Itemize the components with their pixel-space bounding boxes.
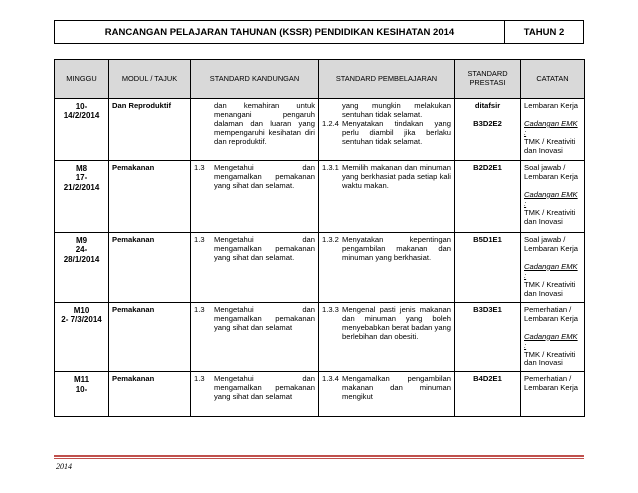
week-line: M9 bbox=[75, 236, 88, 245]
notes-cell bbox=[521, 372, 585, 417]
learning-standard-number: 1.2.4 bbox=[322, 118, 339, 128]
notes-cell bbox=[521, 99, 585, 161]
emk-text: TMK / Kreativiti dan Inovasi bbox=[524, 136, 576, 155]
column-header: STANDARD PEMBELAJARAN bbox=[319, 60, 455, 99]
lesson-plan-table bbox=[54, 59, 585, 417]
content-standard-number: 1.3 bbox=[194, 304, 205, 314]
table-body bbox=[55, 99, 585, 417]
emk-text: TMK / Kreativiti dan Inovasi bbox=[524, 207, 576, 226]
module-cell: Pemakanan bbox=[109, 302, 191, 372]
table-header-row bbox=[55, 60, 585, 99]
learning-standard bbox=[322, 102, 451, 120]
learning-standard-number: 1.3.4 bbox=[322, 374, 339, 384]
week-cell bbox=[55, 161, 109, 233]
module-cell: Pemakanan bbox=[109, 161, 191, 233]
learning-standard-cell bbox=[319, 233, 455, 303]
learning-standard-number bbox=[322, 102, 342, 120]
learning-standard-text: Menyatakan kepentingan pengambilan makanan dan minuman yang berkhasiat. bbox=[342, 235, 451, 262]
content-standard-cell bbox=[191, 372, 319, 417]
week-line: 17- bbox=[75, 173, 88, 183]
table-row bbox=[55, 372, 585, 417]
notes-activity: Soal jawab / Lembaran Kerja bbox=[524, 163, 579, 181]
column-header: STANDARD KANDUNGAN bbox=[191, 60, 319, 99]
content-standard bbox=[194, 102, 315, 147]
content-standard bbox=[194, 375, 315, 402]
content-standard-cell bbox=[191, 233, 319, 303]
emk-label: Cadangan EMK : bbox=[524, 331, 578, 350]
emk-text: TMK / Kreativiti dan Inovasi bbox=[524, 279, 576, 298]
emk-label: Cadangan EMK : bbox=[524, 261, 578, 280]
week-line: 10- bbox=[75, 384, 88, 394]
table-row bbox=[55, 302, 585, 372]
learning-standard-number: 1.3.3 bbox=[322, 304, 339, 314]
week-line: 24- bbox=[75, 245, 88, 255]
footer-rule bbox=[54, 455, 584, 457]
week-line: 2- 7/3/2014 bbox=[61, 315, 102, 325]
learning-standard bbox=[322, 306, 451, 342]
performance-standard-cell bbox=[455, 99, 521, 161]
notes-cell bbox=[521, 233, 585, 303]
notes-activity: Soal jawab / Lembaran Kerja bbox=[524, 235, 579, 253]
performance-standard-cell bbox=[455, 233, 521, 303]
content-standard-text: Mengetahui dan mengamalkan pemakanan yang sihat dan selamat. bbox=[214, 163, 315, 190]
performance-code: B3D3E1 bbox=[473, 304, 502, 314]
content-standard-number bbox=[194, 102, 214, 147]
module-cell: Pemakanan bbox=[109, 372, 191, 417]
table-row bbox=[55, 161, 585, 233]
notes-cell bbox=[521, 302, 585, 372]
footer-year: 2014 bbox=[56, 462, 72, 471]
week-line: 28/1/2014 bbox=[63, 254, 100, 264]
learning-standard-number: 1.3.1 bbox=[322, 163, 339, 172]
week-line: M11 bbox=[73, 375, 90, 385]
content-standard-number: 1.3 bbox=[194, 374, 205, 384]
learning-standard-text: Mengamalkan pengambilan makanan dan minuman mengikut bbox=[342, 374, 451, 402]
content-standard-text: Mengetahui dan mengamalkan pemakanan yang sihat dan selamat bbox=[214, 374, 315, 402]
week-cell bbox=[55, 233, 109, 303]
performance-code: B4D2E1 bbox=[473, 374, 502, 384]
week-line: 21/2/2014 bbox=[63, 182, 100, 192]
week-line: 14/2/2014 bbox=[63, 111, 100, 121]
notes-activity: Pemerhatian / Lembaran Kerja bbox=[524, 374, 579, 393]
content-standard-number: 1.3 bbox=[194, 163, 205, 172]
emk-label: Cadangan EMK : bbox=[524, 118, 578, 137]
week-line: 10- bbox=[75, 102, 88, 111]
week-cell bbox=[55, 302, 109, 372]
learning-standard-text: Mengenal pasti jenis makanan dan minuman yang boleh menyebabkan berat badan yang berlebihan dan obesiti. bbox=[342, 304, 451, 341]
learning-standard-text: Memilih makanan dan minuman yang berkhasiat pada setiap kali waktu makan. bbox=[342, 163, 451, 190]
performance-standard-cell bbox=[455, 372, 521, 417]
table-row bbox=[55, 233, 585, 303]
notes-cell bbox=[521, 161, 585, 233]
learning-standard-cell bbox=[319, 161, 455, 233]
learning-standard bbox=[322, 375, 451, 402]
learning-standard-cell bbox=[319, 302, 455, 372]
emk-label: Cadangan EMK : bbox=[524, 189, 578, 208]
learning-standard-number: 1.3.2 bbox=[322, 235, 339, 244]
performance-code: B3D2E2 bbox=[473, 118, 502, 128]
column-header: MINGGU bbox=[55, 60, 109, 99]
year-label: TAHUN 2 bbox=[523, 26, 565, 38]
header-box bbox=[54, 20, 584, 44]
performance-code: ditafsir bbox=[474, 101, 501, 110]
learning-standard bbox=[322, 236, 451, 263]
performance-standard-cell bbox=[455, 161, 521, 233]
footer-rule-thin bbox=[54, 458, 584, 459]
performance-standard-cell bbox=[455, 302, 521, 372]
content-standard bbox=[194, 236, 315, 263]
performance-code: B2D2E1 bbox=[473, 163, 502, 172]
emk-text: TMK / Kreativiti dan Inovasi bbox=[524, 349, 576, 368]
page-title: RANCANGAN PELAJARAN TAHUNAN (KSSR) PENDIDIKAN KESIHATAN 2014 bbox=[55, 21, 505, 43]
performance-code: B5D1E1 bbox=[473, 235, 502, 244]
learning-standard-cell bbox=[319, 99, 455, 161]
column-header: STANDARD PRESTASI bbox=[455, 60, 521, 99]
content-standard-cell bbox=[191, 99, 319, 161]
notes-activity: Pemerhatian / Lembaran Kerja bbox=[524, 304, 579, 323]
content-standard bbox=[194, 164, 315, 191]
module-cell: Pemakanan bbox=[109, 233, 191, 303]
column-header: CATATAN bbox=[521, 60, 585, 99]
week-line: M8 bbox=[75, 164, 88, 173]
notes-activity: Lembaran Kerja bbox=[524, 101, 579, 110]
content-standard-cell bbox=[191, 302, 319, 372]
week-cell bbox=[55, 99, 109, 161]
content-standard-cell bbox=[191, 161, 319, 233]
content-standard-text: Mengetahui dan mengamalkan pemakanan yang sihat dan selamat. bbox=[214, 235, 315, 262]
content-standard bbox=[194, 306, 315, 333]
learning-standard-text: yang mungkin melakukan sentuhan tidak selamat. bbox=[342, 101, 451, 119]
content-standard-text: Mengetahui dan mengamalkan pemakanan yang sihat dan selamat bbox=[214, 304, 315, 332]
module-cell: Dan Reproduktif bbox=[109, 99, 191, 161]
week-line: M10 bbox=[73, 305, 90, 315]
learning-standard-cell bbox=[319, 372, 455, 417]
learning-standard bbox=[322, 164, 451, 191]
learning-standard-text: Menyatakan tindakan yang perlu diambil jika berlaku sentuhan tidak selamat. bbox=[342, 118, 451, 146]
learning-standard bbox=[322, 120, 451, 147]
content-standard-text: dan kemahiran untuk menangani pengaruh dalaman dan luaran yang mempengaruhi kesihatan diri dan reproduktif. bbox=[214, 101, 315, 146]
week-cell bbox=[55, 372, 109, 417]
column-header: MODUL / TAJUK bbox=[109, 60, 191, 99]
content-standard-number: 1.3 bbox=[194, 235, 205, 244]
table-row bbox=[55, 99, 585, 161]
